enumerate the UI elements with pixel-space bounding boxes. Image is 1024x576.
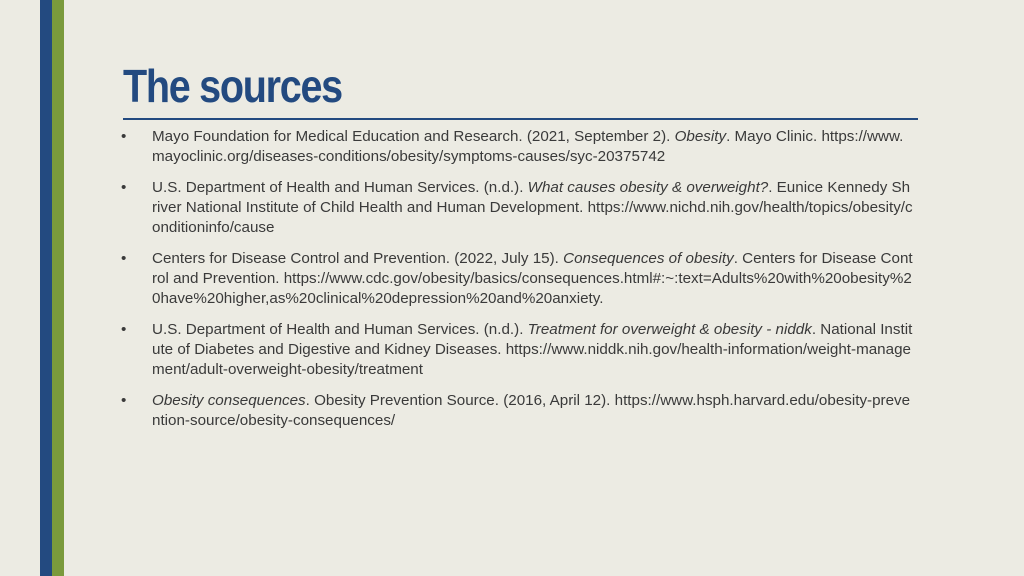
bullet-marker: • bbox=[121, 128, 127, 145]
reference-text: U.S. Department of Health and Human Services. (n.d.). bbox=[152, 321, 528, 338]
reference-title: Obesity consequences bbox=[152, 392, 306, 409]
title-underline bbox=[123, 118, 918, 120]
reference-list bbox=[113, 127, 913, 442]
reference-title: Obesity bbox=[674, 128, 727, 145]
left-accent-stripe-blue bbox=[40, 0, 52, 576]
reference-title: Treatment for overweight & obesity - niddk bbox=[527, 321, 812, 338]
reference-text: U.S. Department of Health and Human Services. (n.d.). bbox=[152, 179, 528, 196]
reference-title: Consequences of obesity bbox=[563, 250, 734, 267]
bullet-marker: • bbox=[121, 321, 127, 338]
slide-title: The sources bbox=[123, 60, 342, 112]
reference-title: What causes obesity & overweight? bbox=[527, 179, 769, 196]
reference-item bbox=[113, 178, 913, 238]
bullet-marker: • bbox=[121, 250, 127, 267]
reference-item bbox=[113, 249, 913, 309]
reference-text: . National Institute of Diabetes and Digestive and Kidney Diseases. https://www.niddk.nih.gov/health-information/weight-management/adult-overweight-obesity/treatment bbox=[152, 321, 913, 378]
reference-text: . Eunice Kennedy Shriver National Institute of Child Health and Human Development. https://www.nichd.nih.gov/health/topics/obesity/conditioninfo/cause bbox=[152, 179, 913, 236]
reference-item bbox=[113, 320, 913, 380]
reference-text: . Mayo Clinic. https://www.mayoclinic.org/diseases-conditions/obesity/symptoms-causes/syc-20375742 bbox=[152, 128, 904, 165]
reference-item bbox=[113, 391, 913, 431]
bullet-marker: • bbox=[121, 179, 127, 196]
reference-text: . Obesity Prevention Source. (2016, April 12). https://www.hsph.harvard.edu/obesity-prevention-source/obesity-consequences/ bbox=[152, 392, 911, 429]
reference-item bbox=[113, 127, 913, 167]
reference-text: Centers for Disease Control and Prevention. (2022, July 15). bbox=[152, 250, 564, 267]
reference-text: . Centers for Disease Control and Prevention. https://www.cdc.gov/obesity/basics/consequences.html#:~:text=Adults%20with%20obesity%20have%20higher,as%20clinical%20depression%20and%20anxiety. bbox=[152, 250, 913, 307]
reference-text: Mayo Foundation for Medical Education and Research. (2021, September 2). bbox=[152, 128, 675, 145]
bullet-marker: • bbox=[121, 392, 127, 409]
left-accent-stripe-green bbox=[52, 0, 64, 576]
